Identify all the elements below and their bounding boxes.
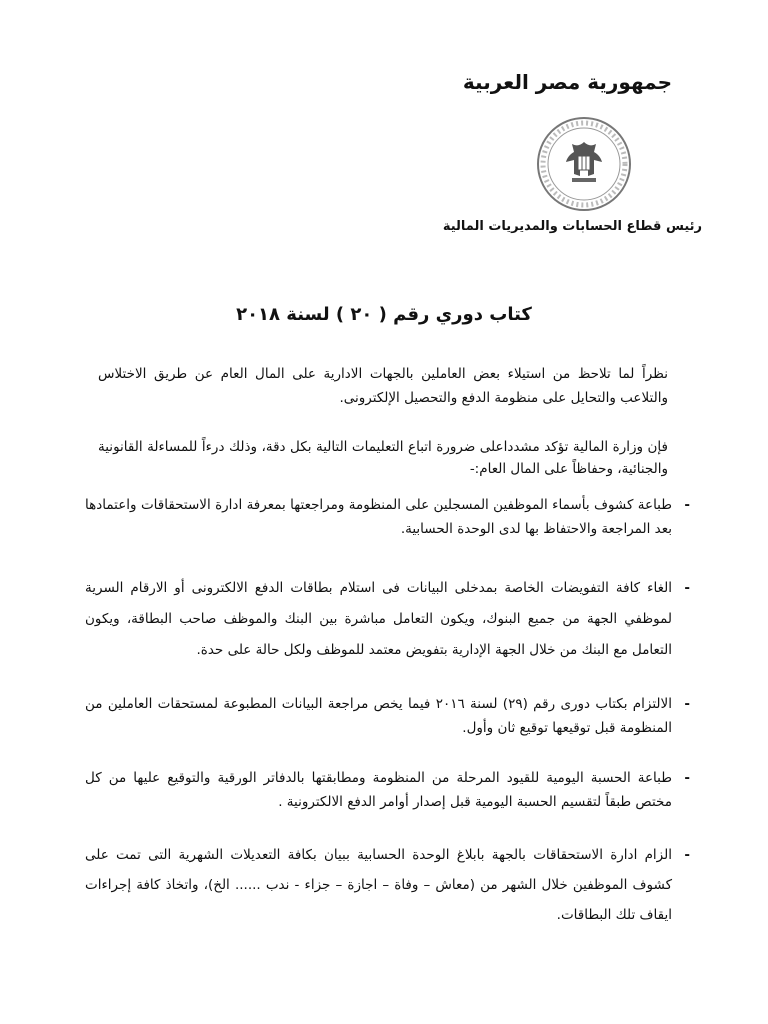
list-item-text: الزام ادارة الاستحقاقات بالجهة بابلاغ الوحدة الحسابية ببيان بكافة التعديلات الشهرية التى تمت على كشوف الموظفين خلال الشهر من (معاش – وفاة – اجازة – جزاء - ندب ...... الخ)، واتخاذ كافة إجراءات ايقاف تلك البطاقات. (85, 847, 672, 923)
list-item-text: الغاء كافة التفويضات الخاصة بمدخلى البيانات فى استلام بطاقات الدفع الالكترونى أو الارقام السرية لموظفي الجهة من جميع البنوك، ويكون التعامل مباشرة بين البنك والموظف صاحب البطاقة، ويكون التعامل مع البنك من خلال الجهة الإدارية بتفويض معتمد للموظف ولكل حالة على حدة. (85, 580, 672, 658)
header-subtitle: رئيس قطاع الحسابات والمديريات المالية (442, 219, 702, 234)
document-title: كتاب دوري رقم ( ٢٠ ) لسنة ٢٠١٨ (236, 304, 532, 325)
list-bullet: - (684, 696, 690, 712)
list-item (85, 573, 690, 666)
list-item (85, 840, 690, 930)
list-bullet: - (684, 770, 690, 786)
list-item-text: الالتزام بكتاب دورى رقم (٢٩) لسنة ٢٠١٦ فيما يخص مراجعة البيانات المطبوعة لمستحقات العاملين من المنظومة قبل توقيعها توقيع ثان وأول. (85, 696, 672, 736)
list-item (85, 692, 690, 740)
list-bullet: - (684, 497, 690, 513)
list-item (85, 766, 690, 814)
header-title: جمهورية مصر العربية (462, 70, 672, 94)
list-bullet: - (684, 847, 690, 863)
list-item-text: طباعة كشوف بأسماء الموظفين المسجلين على المنظومة ومراجعتها بمعرفة ادارة الاستحقاقات واعتمادها بعد المراجعة والاحتفاظ بها لدى الوحدة الحسابية. (85, 497, 672, 537)
instructions-list (85, 493, 690, 930)
instruction-paragraph: فإن وزارة المالية تؤكد مشدداعلى ضرورة اتباع التعليمات التالية بكل دقة، وذلك درءاً للمساءلة القانونية والجنائية، وحفاظاً على المال العام:- (98, 439, 668, 477)
egypt-eagle-seal-icon (536, 116, 632, 212)
list-item-text: طباعة الحسبة اليومية للقيود المرحلة من المنظومة ومطابقتها بالدفاتر الورقية والتوقيع عليها من كل مختص طبقاً لتقسيم الحسبة اليومية قبل إصدار أوامر الدفع الالكترونية . (85, 770, 672, 810)
list-bullet: - (684, 580, 690, 596)
list-item (85, 493, 690, 541)
intro-paragraph: نظراً لما تلاحظ من استيلاء بعض العاملين بالجهات الادارية على المال العام عن طريق الاختلاس والتلاعب والتحايل على منظومة الدفع والتحصيل الإلكترونى. (98, 366, 668, 406)
